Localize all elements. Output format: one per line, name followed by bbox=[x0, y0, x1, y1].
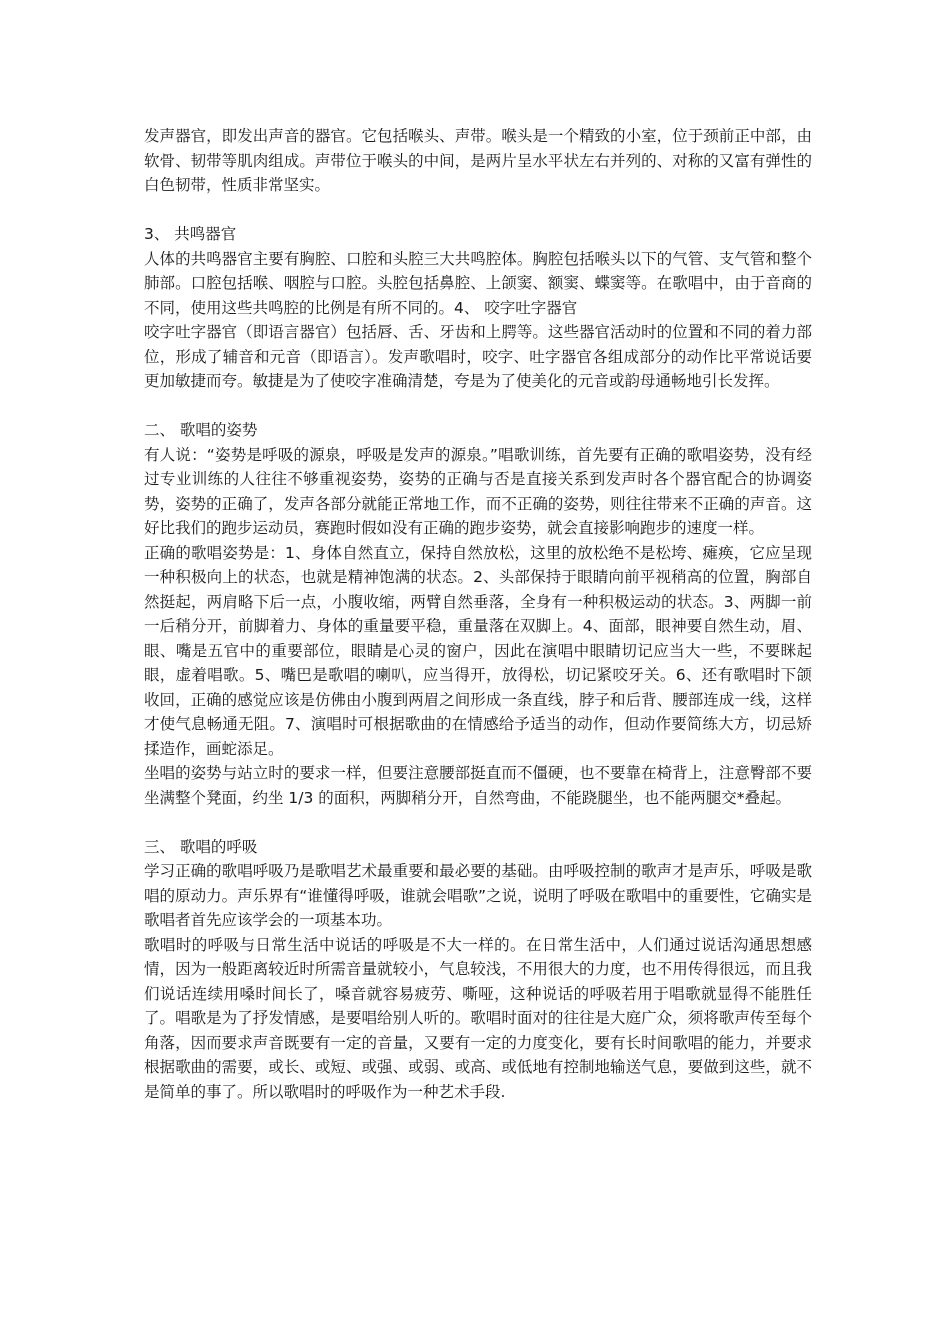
section-heading-posture: 二、 歌唱的姿势 bbox=[144, 421, 258, 439]
posture-paragraph-3: 坐唱的姿势与站立时的要求一样，但要注意腰部挺直而不僵硬，也不要靠在椅背上，注意臀部不要坐满整个凳面，约坐 1/3 的面积，两脚稍分开，自然弯曲，不能跷腿坐，也不能两腿交*叠起。 bbox=[144, 764, 812, 807]
breathing-paragraph-2: 歌唱时的呼吸与日常生活中说话的呼吸是不大一样的。在日常生活中，人们通过说话沟通思想感情，因为一般距离较近时所需音量就较小，气息较浅，不用很大的力度，也不用传得很远，而且我们说话连续用嗓时间长了，嗓音就容易疲劳、嘶哑，这种说话的呼吸若用于唱歌就显得不能胜任了。唱歌是为了抒发情感，是要唱给别人听的。歌唱时面对的往往是大庭广众，须将歌声传至每个角落，因而要求声音既要有一定的音量，又要有一定的力度变化，要有长时间歌唱的能力，并要求根据歌曲的需要，或长、或短、或强、或弱、或高、或低地有控制地输送气息，要做到这些，就不是简单的事了。所以歌唱时的呼吸作为一种艺术手段. bbox=[144, 935, 812, 1101]
section-heading-breathing: 三、 歌唱的呼吸 bbox=[144, 837, 258, 856]
posture-paragraph-2: 正确的歌唱姿势是：1、身体自然直立，保持自然放松，这里的放松绝不是松垮、瘫痪，它应呈现一种积极向上的状态，也就是精神饱满的状态。2、头部保持于眼睛向前平视稍高的位置，胸部自然挺起，两肩略下后一点，小腹收缩，两臂自然垂落，全身有一种积极运动的状态。3、两脚一前一后稍分开，前脚着力、身体的重量要平稳，重量落在双脚上。4、面部，眼神要自然生动，眉、眼、嘴是五官中的重要部位，眼睛是心灵的窗户，因此在演唱中眼睛切记应当大一些，不要眯起眼，虚着唱歌。5、嘴巴是歌唱的喇叭，应当得开，放得松，切记紧咬牙关。6、还有歌唱时下颌收回，正确的感觉应该是仿佛由小腹到两眉之间形成一条直线，脖子和后背、腰部连成一线，这样才使气息畅通无阻。7、演唱时可根据歌曲的在情感给予适当的动作，但动作要简练大方，切忌矫揉造作，画蛇添足。 bbox=[144, 543, 812, 758]
breathing-paragraph-1: 学习正确的歌唱呼吸乃是歌唱艺术最重要和最必要的基础。由呼吸控制的歌声才是声乐，呼吸是歌唱的原动力。声乐界有“谁懂得呼吸，谁就会唱歌”之说，说明了呼吸在歌唱中的重要性，它确实是歌唱者首先应该学会的一项基本功。 bbox=[144, 862, 812, 929]
paragraph-spacer bbox=[144, 198, 812, 223]
section-heading-resonance: 3、 共鸣器官 bbox=[144, 225, 237, 243]
resonance-paragraph: 人体的共鸣器官主要有胸腔、口腔和头腔三大共鸣腔体。胸腔包括喉头以下的气管、支气管和整个肺部。口腔包括喉、咽腔与口腔。头腔包括鼻腔、上颌窦、额窦、蝶窦等。在歌唱中，由于音商的不同，使用这些共鸣腔的比例是有所不同的。4、 咬字吐字器官 bbox=[144, 249, 812, 317]
posture-paragraph-1: 有人说：“姿势是呼吸的源泉，呼吸是发声的源泉。”唱歌训练，首先要有正确的歌唱姿势，没有经过专业训练的人往往不够重视姿势，姿势的正确与否是直接关系到发声时各个器官配合的协调姿势，姿势的正确了，发声各部分就能正常地工作，而不正确的姿势，则往往带来不正确的声音。这好比我们的跑步运动员，赛跑时假如没有正确的跑步姿势，就会直接影响跑步的速度一样。 bbox=[144, 445, 812, 537]
articulation-paragraph: 咬字吐字器官（即语言器官）包括唇、舌、牙齿和上腭等。这些器官活动时的位置和不同的着力部位，形成了辅音和元音（即语言）。发声歌唱时，咬字、吐字器官各组成部分的动作比平常说话要更加敏捷而夸。敏捷是为了使咬字准确清楚，夸是为了使美化的元音或韵母通畅地引长发挥。 bbox=[144, 323, 812, 390]
intro-paragraph: 发声器官，即发出声音的器官。它包括喉头、声带。喉头是一个精致的小室，位于颈前正中部，由软骨、韧带等肌肉组成。声带位于喉头的中间，是两片呈水平状左右并列的、对称的又富有弹性的白色韧带，性质非常坚实。 bbox=[144, 127, 812, 194]
paragraph-spacer bbox=[144, 394, 812, 419]
document-page bbox=[144, 124, 812, 1104]
paragraph-spacer bbox=[144, 810, 812, 835]
